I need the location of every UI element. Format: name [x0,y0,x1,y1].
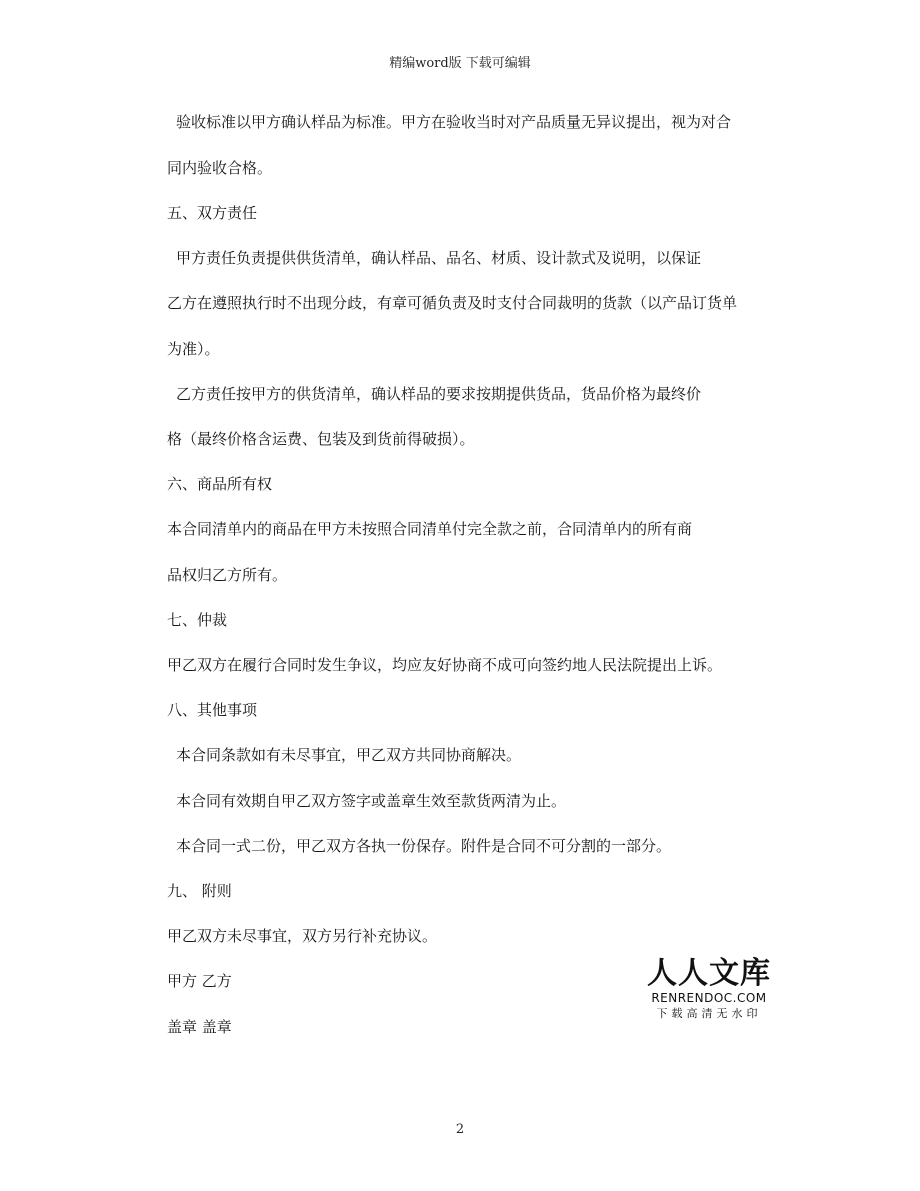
paragraph-line: 甲方责任负责提供供货清单，确认样品、品名、材质、设计款式及说明，以保证 [176,249,702,267]
paragraph-line: 甲乙双方在履行合同时发生争议，均应友好协商不成可向签约地人民法院提出上诉。 [167,656,723,674]
signature-label-line: 甲方 乙方 [167,972,232,990]
signature-label-line: 盖章 盖章 [167,1018,232,1036]
paragraph-line: 品权归乙方所有。 [167,566,288,584]
paragraph-line: 甲乙双方未尽事宜，双方另行补充协议。 [167,927,438,945]
paragraph-line: 格（最终价格含运费、包装及到货前得破损）。 [167,430,475,448]
watermark-url: RENRENDOC.COM [651,991,767,1005]
page-number: 2 [455,1122,465,1137]
paragraph-line: 本合同一式二份，甲乙双方各执一份保存。附件是合同不可分割的一部分。 [176,837,672,855]
paragraph-line: 本合同有效期自甲乙双方签字或盖章生效至款货两清为止。 [176,792,567,810]
section-heading: 九、 附则 [167,882,232,900]
page-header: 精编word版 下载可编辑 [389,56,531,71]
paragraph-line: 乙方在遵照执行时不出现分歧，有章可循负责及时支付合同裁明的货款（以产品订货单 [167,294,738,312]
section-heading: 五、双方责任 [167,204,258,222]
watermark-logo [646,958,772,1021]
section-heading: 六、商品所有权 [167,475,273,493]
section-heading: 八、其他事项 [167,701,258,719]
watermark-subtitle: 下载高清无水印 [656,1007,762,1020]
paragraph-line: 本合同清单内的商品在甲方未按照合同清单付完全款之前，合同清单内的所有商 [167,520,693,538]
paragraph-line: 验收标准以甲方确认样品为标准。甲方在验收当时对产品质量无异议提出，视为对合 [176,113,732,131]
paragraph-line: 本合同条款如有未尽事宜，甲乙双方共同协商解决。 [176,746,522,764]
watermark-title: 人人文库 [647,956,771,991]
paragraph-line: 同内验收合格。 [167,159,273,177]
section-heading: 七、仲裁 [167,611,228,629]
paragraph-line: 为准）。 [167,340,220,358]
paragraph-line: 乙方责任按甲方的供货清单，确认样品的要求按期提供货品，货品价格为最终价 [176,385,702,403]
